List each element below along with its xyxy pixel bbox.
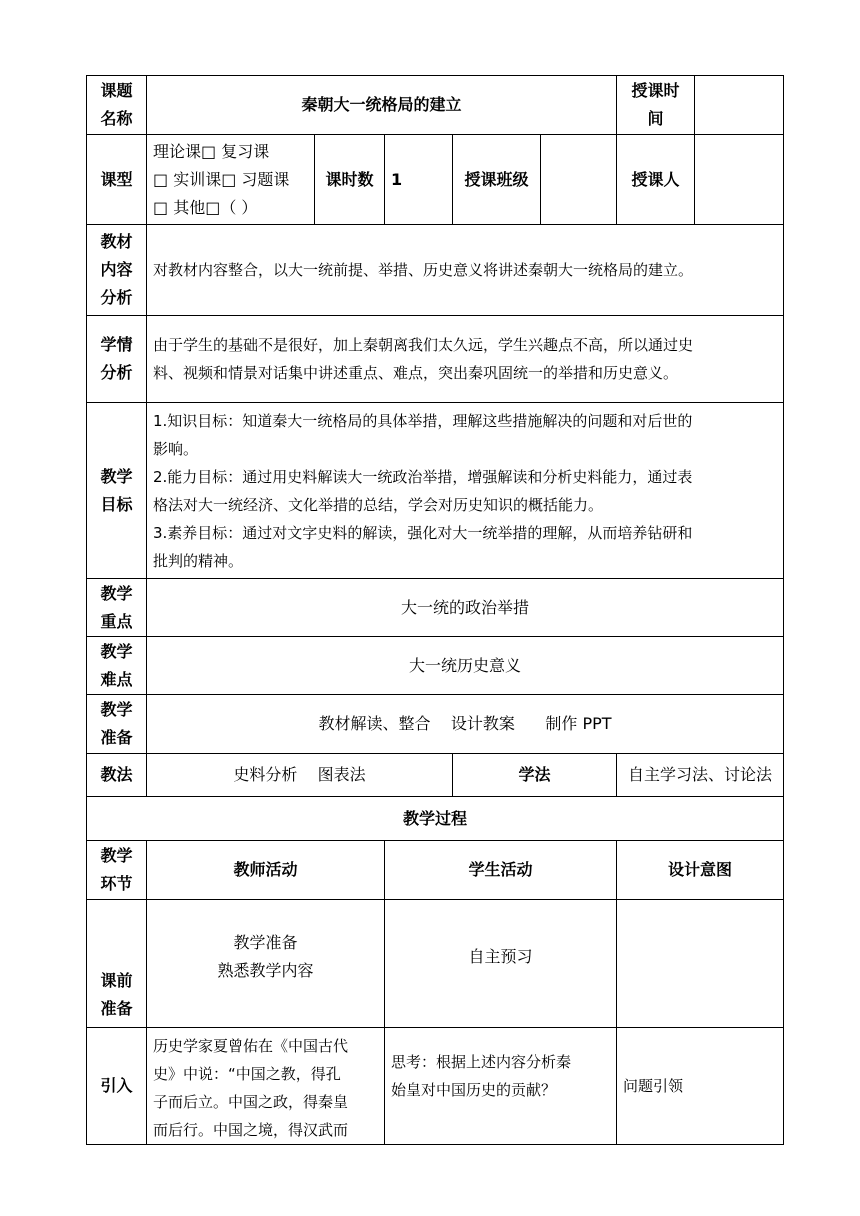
learning-method-text: 自主学习法、讨论法 [617,754,784,797]
key-point-text: 大一统的政治举措 [147,579,784,637]
student-activity-header: 学生活动 [385,841,617,900]
difficulty-row [87,637,784,695]
difficulty-text: 大一统历史意义 [147,637,784,695]
textbook-analysis-row [87,225,784,316]
process-header-row [87,841,784,900]
preparation-label: 教学 准备 [87,695,147,754]
key-point-row [87,579,784,637]
design-intent-cell: 问题引领 [617,1028,784,1145]
course-name-label: 课题 名称 [87,76,147,135]
textbook-analysis-label: 教材 内容 分析 [87,225,147,316]
design-intent-header: 设计意图 [617,841,784,900]
table-row [87,1028,784,1145]
preparation-row [87,695,784,754]
difficulty-label: 教学 难点 [87,637,147,695]
learning-method-label: 学法 [453,754,617,797]
course-type-options: 理论课□ 复习课 □ 实训课□ 习题课 □ 其他□（ ） [147,135,315,225]
course-name-row [87,76,784,135]
process-title: 教学过程 [87,797,784,841]
process-title-row [87,797,784,841]
course-name-value: 秦朝大一统格局的建立 [147,76,617,135]
teaching-method-text: 史料分析 图表法 [147,754,453,797]
methods-row [87,754,784,797]
stage-cell: 引入 [87,1028,147,1145]
class-group-value [541,135,617,225]
course-type-label: 课型 [87,135,147,225]
textbook-analysis-text: 对教材内容整合，以大一统前提、举措、历史意义将讲述秦朝大一统格局的建立。 [147,225,784,316]
teacher-activity-cell: 历史学家夏曾佑在《中国古代 史》中说：“中国之教，得孔 子而后立。中国之政，得秦皇 而后行。中国之境，得汉武而 [147,1028,385,1145]
stage-column-header: 教学 环节 [87,841,147,900]
teaching-goals-row [87,403,784,579]
class-hours-value: 1 [385,135,453,225]
course-type-row [87,135,784,225]
stage-cell: 课前 准备 [87,900,147,1028]
class-group-label: 授课班级 [453,135,541,225]
teacher-activity-cell: 教学准备 熟悉教学内容 [147,900,385,1028]
table-row [87,900,784,1028]
key-point-label: 教学 重点 [87,579,147,637]
student-analysis-label: 学情 分析 [87,316,147,403]
teaching-goals-text: 1.知识目标：知道秦大一统格局的具体举措，理解这些措施解决的问题和对后世的 影响。 2.能力目标：通过用史料解读大一统政治举措，增强解读和分析史料能力，通过表 格法对大一统经济、文化举措的总结，学会对历史知识的概括能力。 3.素养目标：通过对文字史料的解读，强化对大一统举措的理解，从而培养钻研和 批判的精神。 [147,403,784,579]
teaching-time-value [695,76,784,135]
teaching-time-label: 授课时 间 [617,76,695,135]
teacher-label: 授课人 [617,135,695,225]
teaching-method-label: 教法 [87,754,147,797]
student-activity-cell: 自主预习 [385,900,617,1028]
class-hours-label: 课时数 [315,135,385,225]
lesson-plan-table [86,75,784,1145]
student-analysis-text: 由于学生的基础不是很好，加上秦朝离我们太久远，学生兴趣点不高，所以通过史 料、视频和情景对话集中讲述重点、难点，突出秦巩固统一的举措和历史意义。 [147,316,784,403]
teaching-goals-label: 教学 目标 [87,403,147,579]
student-activity-cell: 思考：根据上述内容分析秦 始皇对中国历史的贡献？ [385,1028,617,1145]
teacher-activity-header: 教师活动 [147,841,385,900]
preparation-text: 教材解读、整合 设计教案 制作 PPT [147,695,784,754]
student-analysis-row [87,316,784,403]
design-intent-cell [617,900,784,1028]
teacher-value [695,135,784,225]
